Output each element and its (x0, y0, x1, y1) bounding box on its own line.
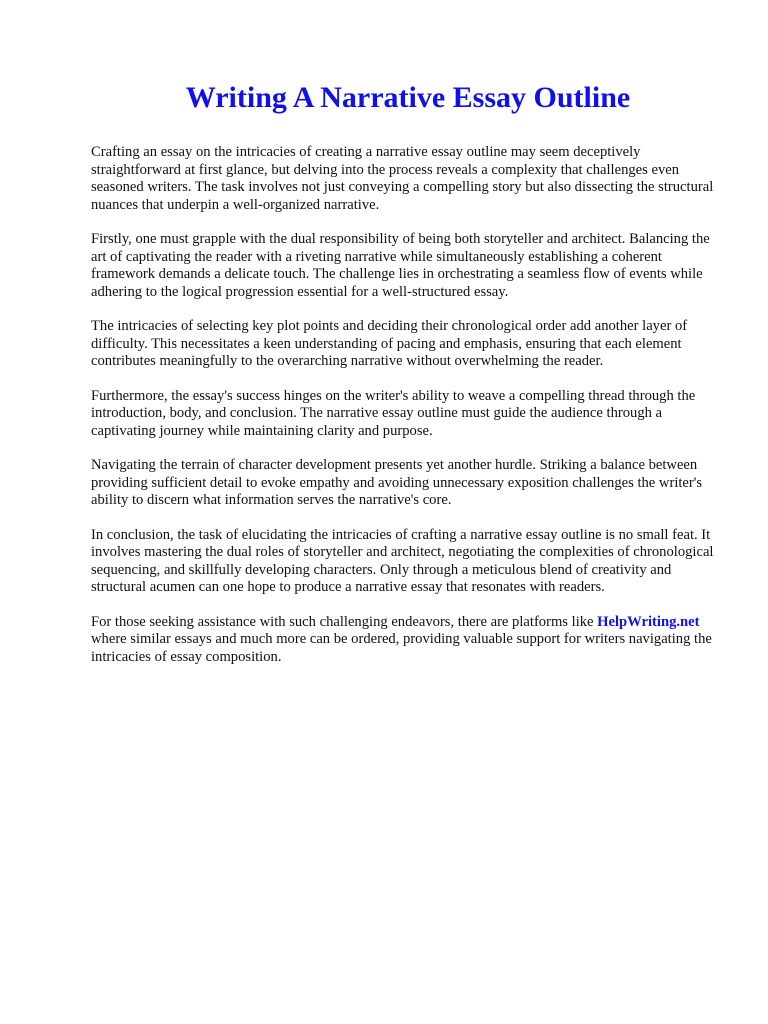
helpwriting-link[interactable]: HelpWriting.net (597, 613, 700, 630)
paragraph-4: Furthermore, the essay's success hinges on the writer's ability to weave a compelling thread through the introduction, body, and conclusion. The narrative essay outline must guide the audience through a captivating journey while maintaining clarity and purpose. (91, 387, 696, 439)
paragraph-7-after-link: where similar essays and much more can be ordered, providing valuable support for writers navigating the intricacies of essay composition. (91, 631, 712, 665)
paragraph-7 (91, 614, 721, 667)
paragraph-3: The intricacies of selecting key plot points and deciding their chronological order add another layer of difficulty. This necessitates a keen understanding of pacing and emphasis, ensuring that each element contributes meaningfully to the overarching narrative without overwhelming the reader. (91, 318, 688, 369)
paragraph-2: Firstly, one must grapple with the dual responsibility of being both storyteller and architect. Balancing the art of captivating the reader with a riveting narrative while simultaneously establishing a coherent framework demands a delicate touch. The challenge lies in orchestrating a seamless flow of events while adhering to the logical progression essential for a well-structured essay. (91, 231, 710, 300)
document-body (91, 144, 721, 683)
paragraph-7-before-link: For those seeking assistance with such challenging endeavors, there are platforms like (91, 613, 598, 630)
paragraph-1: Crafting an essay on the intricacies of creating a narrative essay outline may seem deceptively straightforward at first glance, but delving into the process reveals a complexity that challenges even seasoned writers. The task involves not just conveying a compelling story but also dissecting the structural nuances that underpin a well-organized narrative. (91, 144, 714, 213)
paragraph-6: In conclusion, the task of elucidating the intricacies of crafting a narrative essay outline is no small feat. It involves mastering the dual roles of storyteller and architect, negotiating the complexities of chronological sequencing, and skillfully developing characters. Only through a meticulous blend of creativity and structural acumen can one hope to produce a narrative essay that resonates with readers. (91, 526, 714, 595)
paragraph-5: Navigating the terrain of character development presents yet another hurdle. Striking a balance between providing sufficient detail to evoke empathy and avoiding unnecessary exposition challenges the writer's ability to discern what information serves the narrative's core. (91, 457, 703, 508)
page-title: Writing A Narrative Essay Outline (185, 81, 631, 114)
